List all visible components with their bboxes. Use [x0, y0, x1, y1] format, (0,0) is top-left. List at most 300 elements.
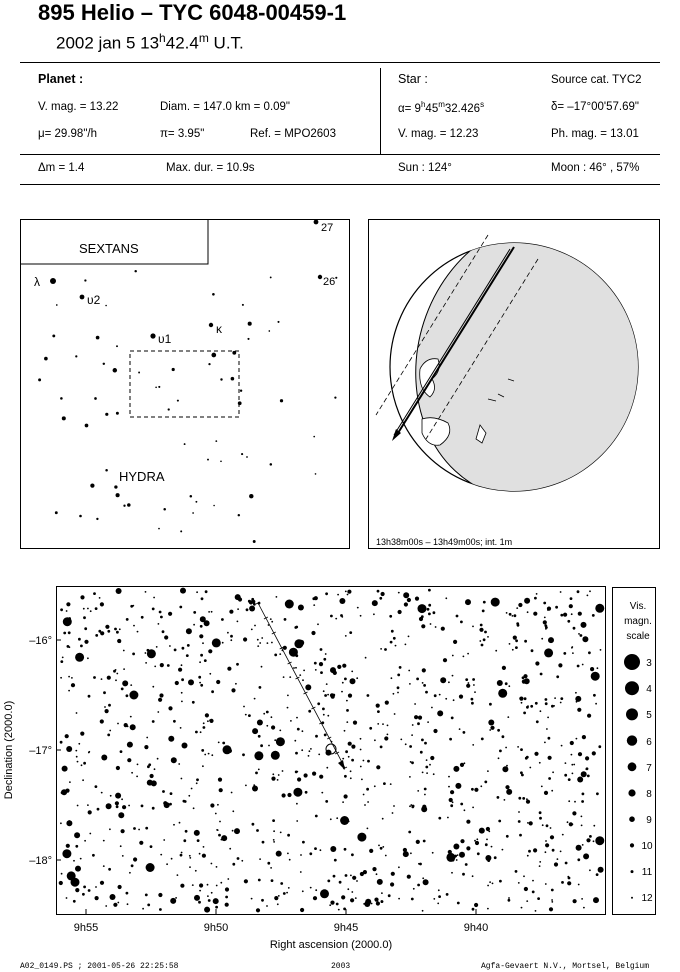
field-star: [515, 870, 518, 873]
field-star: [412, 724, 414, 726]
field-star: [365, 657, 367, 659]
field-star: [314, 596, 318, 600]
finder-star: [105, 305, 107, 307]
field-star: [282, 770, 284, 772]
field-star: [419, 617, 423, 621]
field-star: [203, 722, 205, 724]
field-star: [534, 597, 537, 600]
field-star: [350, 770, 352, 772]
field-star: [276, 596, 278, 598]
field-star: [586, 767, 589, 770]
field-star: [524, 697, 527, 700]
field-star: [563, 652, 566, 655]
field-star: [107, 734, 110, 737]
field-star: [217, 804, 219, 806]
field-star: [593, 825, 595, 827]
field-star: [453, 844, 459, 850]
field-star: [550, 835, 554, 839]
y-tick-label-1: –16°: [29, 635, 52, 647]
field-star: [123, 650, 125, 652]
field-star: [175, 681, 179, 685]
legend-mag-5: 5: [646, 710, 652, 721]
field-star: [344, 678, 347, 681]
field-star: [345, 635, 347, 637]
field-star: [181, 678, 184, 681]
field-star: [107, 630, 110, 633]
field-star: [405, 743, 407, 745]
field-star: [230, 639, 232, 641]
star-ra-min-unit: m: [438, 100, 445, 109]
field-star: [162, 630, 165, 633]
field-star: [145, 652, 147, 654]
field-star: [600, 649, 602, 651]
legend-dot: [630, 843, 634, 847]
field-star: [80, 645, 83, 648]
field-star: [257, 720, 263, 726]
field-star: [274, 654, 277, 657]
field-star: [201, 749, 204, 752]
legend-mag-9: 9: [646, 815, 652, 826]
field-star: [391, 630, 394, 633]
field-star: [563, 613, 567, 617]
field-star: [100, 719, 104, 723]
field-star: [576, 738, 578, 740]
field-star: [475, 841, 479, 845]
field-star: [232, 830, 234, 832]
finder-star: [105, 413, 108, 416]
field-star: [447, 817, 449, 819]
field-star: [313, 604, 315, 606]
finder-star: [211, 353, 216, 358]
field-star: [160, 663, 164, 667]
field-star: [505, 747, 507, 749]
field-star: [554, 697, 556, 699]
field-star: [273, 839, 275, 841]
field-star: [531, 649, 534, 652]
field-star: [577, 708, 581, 712]
field-star: [325, 592, 328, 595]
field-star: [84, 640, 88, 644]
field-star: [271, 879, 274, 882]
planet-parallax: π= 3.95": [160, 128, 205, 140]
field-star: [133, 625, 135, 627]
legend-mag-4: 4: [646, 684, 652, 695]
field-star: [211, 611, 213, 613]
field-star: [345, 591, 347, 593]
field-star: [587, 595, 589, 597]
field-star: [181, 852, 183, 854]
field-star: [582, 844, 584, 846]
finder-star: [231, 377, 235, 381]
field-star: [551, 899, 553, 901]
field-star: [88, 889, 91, 892]
field-star: [117, 902, 119, 904]
field-star: [518, 603, 522, 607]
field-star: [416, 678, 419, 681]
field-star: [560, 851, 562, 853]
field-star: [110, 894, 116, 900]
field-star: [497, 680, 503, 686]
field-star: [344, 730, 346, 732]
field-star: [502, 766, 508, 772]
field-star: [89, 833, 91, 835]
field-star: [130, 724, 136, 730]
field-star: [208, 753, 210, 755]
field-star: [376, 765, 380, 769]
field-star: [355, 897, 357, 899]
field-star: [121, 798, 123, 800]
finder-star: [253, 540, 256, 543]
field-star: [449, 798, 453, 802]
field-star: [398, 592, 400, 594]
field-star: [266, 711, 269, 714]
field-star: [548, 737, 551, 740]
field-star: [150, 774, 154, 778]
field-star: [462, 873, 465, 876]
field-star: [318, 754, 320, 756]
field-star: [480, 624, 483, 627]
field-star: [147, 649, 156, 658]
field-star: [311, 631, 315, 635]
field-star: [472, 678, 475, 681]
asteroid-track: [258, 603, 345, 768]
field-star: [261, 637, 263, 639]
field-star: [397, 692, 399, 694]
field-star: [280, 882, 283, 885]
field-star: [187, 644, 190, 647]
field-star: [407, 598, 411, 602]
field-star: [195, 870, 197, 872]
field-star: [300, 871, 302, 873]
footer-file: A02_0149.PS ; 2001-05-26 22:25:58: [20, 962, 179, 971]
field-star: [257, 639, 259, 641]
constellation-hydra: HYDRA: [119, 469, 165, 484]
field-star: [578, 612, 582, 616]
field-star: [521, 702, 523, 704]
field-star: [222, 742, 225, 745]
field-star: [476, 838, 478, 840]
field-star: [109, 828, 111, 830]
star-ra: [398, 100, 484, 115]
field-star: [430, 623, 432, 625]
field-star: [376, 873, 378, 875]
finder-star: [168, 408, 170, 410]
planet-ref: Ref. = MPO2603: [250, 128, 336, 140]
field-star: [75, 750, 77, 752]
field-star: [117, 639, 121, 643]
field-star: [232, 863, 235, 866]
field-star: [558, 663, 562, 667]
field-star: [596, 873, 599, 876]
finder-star: [277, 321, 279, 323]
field-star: [227, 632, 229, 634]
field-star: [279, 730, 281, 732]
field-star: [593, 694, 596, 697]
field-star: [302, 890, 304, 892]
field-star: [360, 872, 364, 876]
field-star: [312, 772, 316, 776]
field-star: [398, 866, 400, 868]
field-star: [129, 872, 131, 874]
field-star: [533, 612, 537, 616]
field-star: [489, 729, 491, 731]
finder-star: [184, 443, 186, 445]
field-star: [487, 636, 489, 638]
field-star: [182, 743, 188, 749]
field-star: [548, 777, 551, 780]
field-star: [517, 624, 520, 627]
field-star: [180, 588, 186, 594]
field-star: [121, 688, 124, 691]
finder-star: [103, 363, 105, 365]
legend-mag-8: 8: [646, 789, 652, 800]
field-star: [369, 727, 372, 730]
field-star: [465, 599, 471, 605]
field-star: [308, 710, 311, 713]
field-star: [182, 647, 185, 650]
field-star: [293, 667, 295, 669]
field-star: [499, 880, 502, 883]
field-star: [540, 673, 543, 676]
field-star: [221, 835, 227, 841]
field-star: [271, 621, 273, 623]
field-star: [203, 726, 206, 729]
field-star: [424, 742, 427, 745]
field-star: [75, 866, 81, 872]
field-star: [502, 849, 504, 851]
field-star: [173, 824, 175, 826]
field-star: [213, 898, 219, 904]
field-star: [150, 845, 153, 848]
field-star: [520, 748, 523, 751]
field-star: [555, 606, 558, 609]
field-star: [126, 618, 129, 621]
field-star: [377, 710, 380, 713]
footer-credit: Agfa-Gevaert N.V., Mortsel, Belgium: [481, 962, 650, 971]
field-star: [367, 760, 370, 763]
finder-star: [114, 485, 117, 488]
star-label-27: 27: [321, 222, 334, 234]
field-star: [422, 668, 426, 672]
field-star: [278, 774, 280, 776]
finder-star: [238, 401, 242, 405]
field-star: [120, 750, 123, 753]
field-star: [192, 884, 194, 886]
field-star: [168, 612, 172, 616]
field-star: [347, 888, 349, 890]
field-star: [236, 663, 239, 666]
field-star: [393, 805, 395, 807]
field-star: [65, 789, 69, 793]
finder-star: [96, 518, 98, 520]
field-star: [88, 752, 90, 754]
star-ra-prefix: α= 9: [398, 102, 421, 115]
field-star: [544, 742, 546, 744]
field-star: [459, 728, 461, 730]
field-star: [441, 627, 445, 631]
field-star: [216, 885, 218, 887]
field-star: [63, 617, 72, 626]
field-star: [127, 742, 133, 748]
field-star: [317, 702, 320, 705]
finder-star: [155, 386, 157, 388]
field-star: [532, 891, 535, 894]
field-star: [80, 595, 84, 599]
field-star: [452, 859, 455, 862]
delta-mag: Δm = 1.4: [38, 162, 85, 174]
field-star: [235, 683, 237, 685]
field-star: [287, 834, 290, 837]
field-star: [572, 773, 574, 775]
field-star: [132, 653, 135, 656]
field-star: [145, 662, 147, 664]
field-star: [369, 849, 373, 853]
field-star: [245, 785, 247, 787]
field-star: [571, 646, 573, 648]
field-star: [573, 899, 577, 903]
field-star: [582, 793, 585, 796]
field-star: [69, 646, 71, 648]
field-star: [276, 851, 282, 857]
field-star: [348, 756, 350, 758]
field-star: [341, 691, 343, 693]
field-star: [376, 901, 380, 905]
field-star: [282, 793, 286, 797]
legend-dot: [624, 654, 640, 670]
field-star: [287, 853, 289, 855]
field-star: [243, 637, 247, 641]
field-star: [360, 738, 362, 740]
field-star: [426, 772, 428, 774]
finder-star: [50, 278, 56, 284]
field-star: [544, 648, 553, 657]
field-star: [512, 615, 514, 617]
field-star: [152, 608, 155, 611]
field-star: [428, 589, 431, 592]
field-star: [101, 755, 107, 761]
field-star: [330, 667, 336, 673]
field-star: [245, 714, 247, 716]
field-star: [274, 739, 276, 741]
field-star: [80, 858, 82, 860]
field-star: [62, 766, 68, 772]
field-star: [220, 882, 222, 884]
finder-star: [158, 528, 160, 530]
field-star: [127, 726, 129, 728]
field-star: [180, 884, 184, 888]
field-star: [385, 855, 387, 857]
field-star: [129, 691, 138, 700]
field-star: [342, 758, 344, 760]
field-star: [460, 839, 464, 843]
field-star: [560, 697, 563, 700]
field-star: [287, 793, 291, 797]
finder-star: [215, 440, 217, 442]
field-star: [75, 653, 84, 662]
field-star: [116, 673, 118, 675]
field-star: [572, 652, 574, 654]
field-star: [421, 739, 424, 742]
star-vmag: V. mag. = 12.23: [398, 128, 479, 140]
field-star: [126, 694, 129, 697]
field-star: [105, 709, 109, 713]
field-star: [95, 607, 98, 610]
field-star: [595, 836, 604, 845]
field-star: [68, 820, 70, 822]
field-star: [225, 903, 229, 907]
finder-star: [213, 505, 215, 507]
field-star: [287, 695, 289, 697]
field-star: [251, 898, 253, 900]
field-star: [263, 713, 265, 715]
field-star: [567, 620, 570, 623]
field-star: [189, 857, 191, 859]
field-star: [295, 771, 298, 774]
field-star: [367, 694, 370, 697]
field-star: [83, 762, 86, 765]
field-star: [489, 703, 492, 706]
field-star: [379, 597, 382, 600]
field-star: [296, 820, 298, 822]
field-star: [592, 751, 596, 755]
field-star: [448, 850, 452, 854]
field-star: [415, 597, 419, 601]
field-star: [113, 903, 117, 907]
finder-star: [268, 330, 270, 332]
field-star: [411, 898, 414, 901]
field-star: [377, 723, 379, 725]
field-star: [158, 698, 162, 702]
field-star: [234, 828, 240, 834]
field-star: [454, 855, 457, 858]
field-star: [374, 739, 376, 741]
field-star: [367, 828, 369, 830]
field-star: [578, 884, 580, 886]
field-star: [327, 694, 329, 696]
field-star: [100, 881, 104, 885]
field-star: [562, 834, 564, 836]
field-star: [181, 664, 183, 666]
field-star: [408, 670, 410, 672]
field-star: [80, 732, 84, 736]
field-star: [366, 788, 369, 791]
finder-star: [232, 351, 236, 355]
field-star: [261, 899, 264, 902]
field-star: [211, 690, 214, 693]
field-star: [567, 881, 571, 885]
field-star: [537, 897, 540, 900]
field-star: [430, 756, 434, 760]
field-star: [545, 851, 547, 853]
finder-star: [38, 378, 41, 381]
field-star: [261, 666, 263, 668]
field-star: [380, 847, 383, 850]
field-star: [130, 716, 132, 718]
field-star: [480, 785, 482, 787]
field-star: [108, 868, 111, 871]
field-star: [356, 880, 358, 882]
field-star: [342, 682, 344, 684]
table-bottom-rule: [20, 184, 660, 185]
field-star: [200, 654, 203, 657]
field-star: [171, 858, 173, 860]
field-star: [498, 757, 500, 759]
field-star: [423, 879, 429, 885]
finder-star: [192, 512, 194, 514]
field-star: [270, 867, 272, 869]
field-star: [472, 807, 474, 809]
field-star: [536, 720, 539, 723]
